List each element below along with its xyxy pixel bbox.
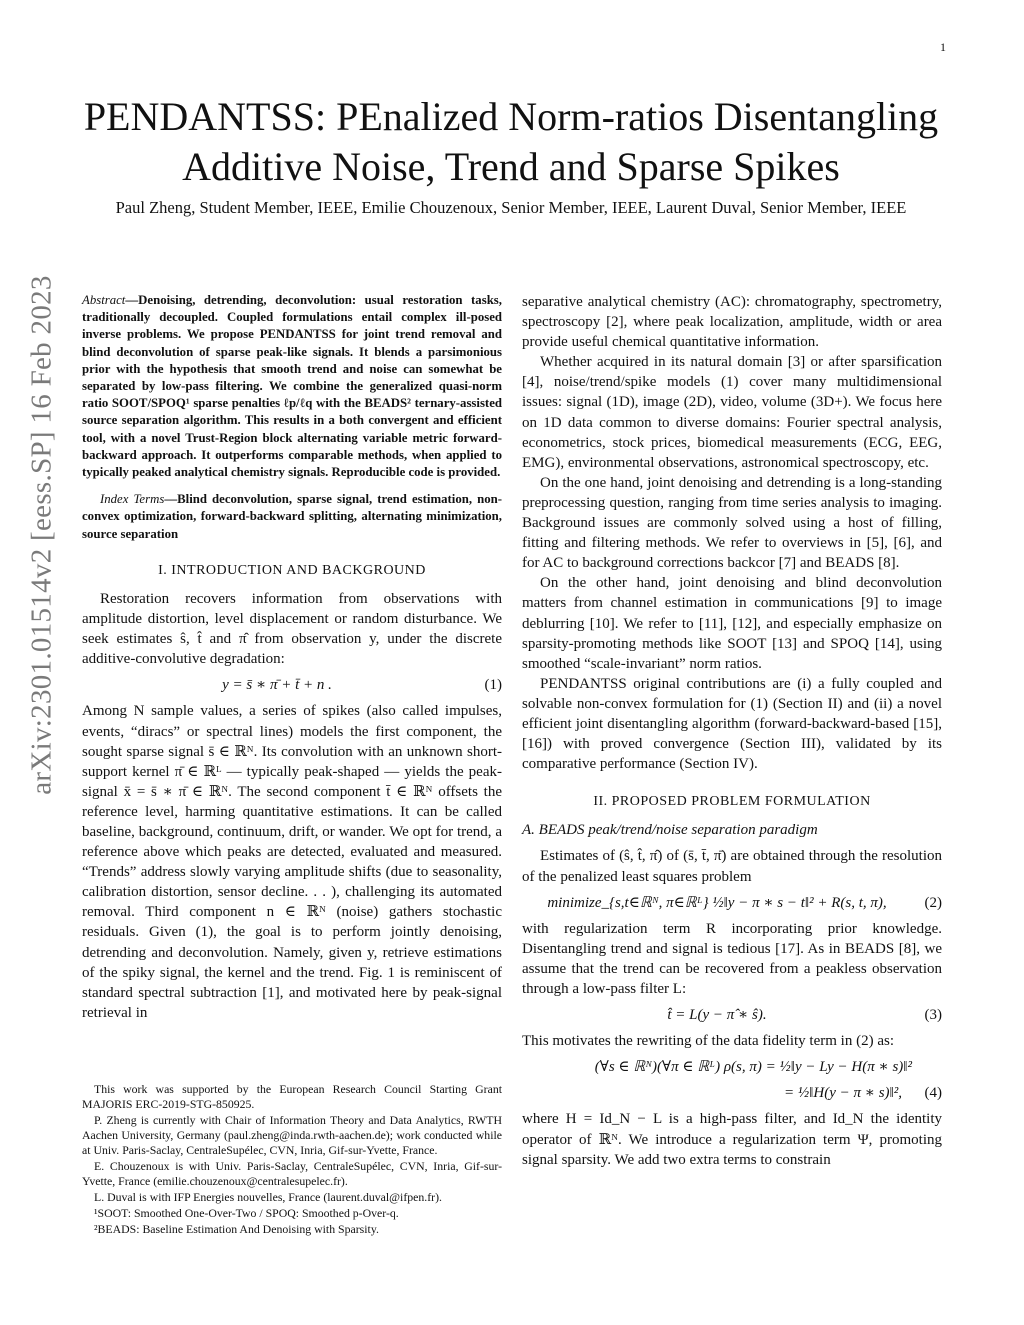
section-2-heading: II. PROPOSED PROBLEM FORMULATION [593,794,871,810]
equation-3 [522,1005,942,1025]
equation-1-body: y = s̄ ∗ π̄ + t̄ + n . [222,677,332,694]
page-number: 1 [940,40,946,54]
section-2a-heading: A. BEADS peak/trend/noise separation paradigm [522,822,818,839]
arxiv-sidebar [22,110,62,960]
right-paragraph-4: On the other hand, joint denoising and blind deconvolution matters from channel estimation in communications [9] to image deblurring [10]. We refer to [11], [12], and especially emphasize on sparsity-promoting methods like SOOT [13] and SPOQ [14], using smoothed “scale-invariant” norm ratios. [522,575,942,672]
section-2-paragraph-3: This motivates the rewriting of the data fidelity term in (2) as: [522,1033,894,1050]
abstract-text: —Denoising, detrending, deconvolution: usual restoration tasks, traditionally decoupled. Coupled formulations entail complex ill-posed inverse problems. We propose PENDANTSS for joint trend removal and blind deconvolution of sparse peak-like signals. It blends a parsimonious prior with the hypothesis that smooth trend and noise can somewhat be separated by low-pass filtering. We combine the generalized quasi-norm ratio SOOT/SPOQ¹ sparse penalties ℓp/ℓq with the BEADS² ternary-assisted source separation algorithm. This results in a both convergent and efficient tool, with a novel Trust-Region block alternating variable metric forward-backward approach. It outperforms comparable methods, when applied to typically peaked analytical chemistry signals. Reproducible code is provided. [82,293,502,480]
section-1-paragraph-1: Restoration recovers information from observations with amplitude distortion, level displacement or random disturbance. We seek estimates ŝ, t̂ and π̂ from observation y, under the discrete additive-convolutive degradation: [82,590,502,668]
section-2-paragraph-1: Estimates of (ŝ, t̂, π̂) of (s̄, t̄, π̄) are obtained through the resolution of the penalized least squares problem [522,848,942,885]
equation-2-number: (2) [924,894,942,911]
arxiv-id: arXiv:2301.01514v2 [eess.SP] 16 Feb 2023 [25,275,58,795]
section-2-paragraph-2: with regularization term R incorporating prior knowledge. Disentangling trend and signal is tedious [17]. As in BEADS [8], we assume that the trend can be recovered from a peakless observation through a low-pass filter L: [522,920,942,997]
right-column [522,292,942,1170]
equation-3-number: (3) [924,1007,942,1024]
equation-2 [522,893,942,913]
equation-4b-body: = ½‖H(y − π ∗ s)‖², [784,1085,902,1102]
section-1-heading: I. INTRODUCTION AND BACKGROUND [158,562,426,578]
right-paragraph-5: PENDANTSS original contributions are (i) a fully coupled and solvable non-convex formulation for (1) (Section II) and (ii) a novel efficient joint disentangling algorithm (forward-backward-based [15], [16]) with proved convergence (Section III), validated by its comparative performance (Section IV). [522,675,942,773]
equation-4a [522,1057,942,1077]
right-paragraph-2: Whether acquired in its natural domain [3] or after sparsification [4], noise/trend/spike models (1) cover many multidimensional issues: signal (1D), image (2D), video, volume (3D+). We focus here on 1D data common to diverse domains: Fourier spectral analysis, econometrics, stock prices, biomedical measurements (ECG, EEG, EMG), environmental observations, astronomical spectroscopy, etc. [522,354,942,471]
index-terms-label: Index Terms [100,492,165,507]
paper-title: PENDANTSS: PEnalized Norm-ratios Disentangling Additive Noise, Trend and Sparse Spikes [83,94,939,189]
authors: Paul Zheng, Student Member, IEEE, Emilie Chouzenoux, Senior Member, IEEE, Laurent Duval, Senior Member, IEEE [115,198,907,217]
footnote-chouzenoux: E. Chouzenoux is with Univ. Paris-Saclay, CentraleSupélec, CVN, Inria, Gif-sur-Yvette, France (emilie.chouzenoux@centralesupelec.fr). [82,1159,502,1188]
footnote-soot-spoq: ¹SOOT: Smoothed One-Over-Two / SPOQ: Smoothed p-Over-q. [94,1206,399,1220]
equation-1 [82,675,502,695]
equation-3-body: t̂ = L(y − π̂ ∗ ŝ). [667,1007,767,1024]
right-paragraph-1: separative analytical chemistry (AC): chromatography, spectrometry, spectroscopy [2], where peak localization, amplitude, width or area provide useful chemical quantitative information. [522,294,942,351]
equation-4a-body: (∀s ∈ ℝᴺ)(∀π ∈ ℝᴸ) ρ(s, π) = ½‖y − Ly − H(π ∗ s)‖² [594,1059,912,1076]
section-2-paragraph-4: where H = Id_N − L is a high-pass filter, and Id_N the identity operator of ℝᴺ. We introduce a regularization term Ψ, promoting signal sparsity. We add two extra terms to constrain [522,1111,942,1168]
abstract [82,292,502,481]
equation-1-number: (1) [484,677,502,694]
footnote-beads: ²BEADS: Baseline Estimation And Denoising with Sparsity. [94,1222,379,1236]
right-paragraph-3: On the one hand, joint denoising and detrending is a long-standing preprocessing question, ranging from time series analysis to imaging. Background issues are commonly solved using a host of filling, fitting and filtering methods. We refer to overviews in [5], [6], and for AC to background corrections backcor [7] and BEADS [8]. [522,474,942,572]
abstract-label: Abstract [82,293,126,307]
equation-4-number: (4) [924,1085,942,1102]
footnotes [82,1082,502,1238]
index-terms-text: —Blind deconvolution, sparse signal, trend estimation, non-convex optimization, forward-backward splitting, alternating minimization, source separation [82,492,502,541]
equation-2-body: minimize_{s,t∈ℝᴺ, π∈ℝᴸ} ½‖y − π ∗ s − t‖² + R(s, t, π), [547,894,887,911]
index-terms [82,491,502,543]
left-column [82,292,502,1023]
section-1-paragraph-2: Among N sample values, a series of spikes (also called impulses, events, “diracs” or spectral lines) models the first component, the sought sparse signal s̄ ∈ ℝᴺ. Its convolution with an unknown short-support kernel π̄ ∈ ℝᴸ — typically peak-shaped — yields the peak-signal x̄ = s̄ ∗ π̄ ∈ ℝᴺ. The second component t̄ ∈ ℝᴺ offsets the reference level, harming quantitative estimations. It can be called baseline, background, continuum, drift, or wander. We opt for trend, a reference above which peaks are detected, evaluated and measured. “Trends” address slowly varying amplitude shifts (due to seasonality, calibration distortion, sensor decline. . . ), challenging its automated removal. Third component n ∈ ℝᴺ (noise) gathers stochastic residuals. Given (1), the goal is to perform jointly denoising, detrending and deconvolution. Namely, given y, retrieve estimations of the spiky signal, the kernel and the trend. Fig. 1 is reminiscent of standard spectral subtraction [1], and motivated here by peak-signal retrieval in [82,703,502,1021]
equation-4b [522,1083,942,1103]
footnote-zheng: P. Zheng is currently with Chair of Information Theory and Data Analytics, RWTH Aachen University, Germany (paul.zheng@inda.rwth-aachen.de); work conducted while at Univ. Paris-Saclay, CentraleSupélec, CVN, Inria, Gif-sur-Yvette, France. [82,1113,502,1157]
footnote-duval: L. Duval is with IFP Energies nouvelles, France (laurent.duval@ifpen.fr). [94,1190,442,1204]
footnote-funding: This work was supported by the European Research Council Starting Grant MAJORIS ERC-2019-STG-850925. [82,1082,502,1111]
